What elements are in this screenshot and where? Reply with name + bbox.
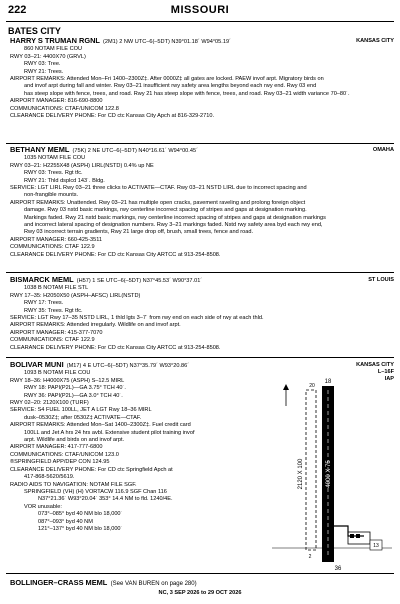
turf-runway [306,390,316,550]
clearance-line: CLEARANCE DELIVERY PHONE: For CD ctc Kansas City Apch at 816-329-2710. [10,113,215,120]
region-label: ST LOUIS [368,277,394,283]
approach-line: ®SPRINGFIELD APP/DEP CON 124.95 [10,459,110,466]
runway-end: RWY 17: Trees. [24,300,64,307]
navaid-line: SPRINGFIELD (VH) (H) VORTACW 116.9 SGF Chan 116 [24,488,167,495]
separator [6,272,394,273]
clearance-line: CLEARANCE DELIVERY PHONE: For CD ctc Kansas City ARTCC at 913-254-8508. [10,344,221,351]
airport-info: (H57) 1 SE UTC–6(–5DT) N37°45.53´ W90°37.01´ [76,278,203,284]
remarks-line: has steep slope with fence, trees, and road. Rwy 21 has steep slope with fence, trees, and road. Rwy 03–21 width variance 70–80´. [24,90,350,97]
service-line: SERVICE: LGT Rwy 17–35 NSTD LIRL, 1 thld lgts 3–7´ from rwy end on each side of rwy at each thld. [10,315,264,322]
comms-line: COMMUNICATIONS: CTAF 122.9 [10,337,95,344]
airport-diagram [272,376,392,572]
page-number: 222 [8,4,27,16]
navaid-line: RADIO AIDS TO NAVIGATION: NOTAM FILE SGF. [10,481,137,488]
city-heading: BATES CITY [8,26,61,36]
north-arrow-head [283,384,289,390]
airport-name: BETHANY MEML [10,146,70,154]
airport-name: BOLIVAR MUNI [10,361,64,369]
runway-end-label: 36 [334,566,342,572]
page-header [0,0,400,22]
separator [6,357,394,358]
chart-ref: L–16F [377,369,394,375]
remarks-line: AIRPORT REMARKS: Attended Mon–Sat 1400–2300Z‡. Fuel credit card [10,422,191,429]
building [356,534,360,538]
separator [6,143,394,144]
runway-end: RWY 18: PAPI(P2L)—GA 3.75° TCH 40´. [24,385,126,392]
building [350,534,354,538]
clearance-line: 417-868-5620/5619. [24,474,75,481]
runway-length-label: 4000 X 75 [326,460,332,488]
region-label: KANSAS CITY [356,38,394,44]
navaid-line: 073°–085° byd 40 NM blo 18,000´ [38,511,123,518]
remarks-line: and invof arpt during fall and winter. Rwy 03–21 insufficient rwy safety area lengths beyond each rwy end. Rwy 03 end [24,83,317,90]
manager-line: AIRPORT MANAGER: 816-690-8800 [10,98,103,105]
svg-text:13: 13 [373,543,379,549]
airport-info: (75K) 2 NE UTC–6(–5DT) N40°16.61´ W94°00.45´ [72,148,198,154]
clearance-line: CLEARANCE DELIVERY PHONE: For CD ctc Springfield Apch at [10,466,173,473]
remarks-line: 100LL and Jet A hrs 24 hrs avbl. Extensive student pilot training invof [24,429,195,436]
airport-harry-s-truman [10,37,392,120]
runway-end: RWY 21: Trees. [24,68,64,75]
iap-label: IAP [384,376,394,382]
airport-bethany [10,146,392,259]
remarks-line: arpt. Wildlife and birds on and invof arpt. [24,437,125,444]
page-footer: NC, 3 SEP 2026 to 29 OCT 2026 [158,590,242,596]
clearance-line: CLEARANCE DELIVERY PHONE: For CD ctc Kansas City ARTCC at 913-254-8508. [10,251,221,258]
airport-name: BOLLINGER–CRASS MEML [10,578,108,587]
runway-end-label: 20 [309,383,315,389]
runway-end: RWY 35: Trees. Rgt tfc. [24,307,83,314]
header-rule [6,21,394,22]
airport-bolivar [10,361,280,533]
airport-line: 1035 NOTAM FILE COU [24,155,86,162]
cross-reference: (See VAN BUREN on page 280) [110,581,197,587]
runway-line: RWY 03–21: H2255X48 (ASPH) LIRL(NSTD) 0.4% up NE [10,162,154,169]
service-line: dusk–0530Z‡; after 0530Z‡ ACTIVATE—CTAF. [24,414,142,421]
service-line: SERVICE: S4 FUEL 100LL, JET A LGT Rwy 18–36 MIRL [10,407,152,414]
airport-line: 860 NOTAM FILE COU [24,46,83,53]
navaid-line: N37°21.36´ W93°20.04´ 353° 14.4 NM to fld. 1240/4E. [38,496,173,503]
navaid-line: 087°–093° byd 40 NM [38,518,93,525]
airport-info: (M17) 4 E UTC–6(–5DT) N37°35.79´ W93°20.86´ [66,363,190,369]
airport-line: 1038 B NOTAM FILE STL [24,285,89,292]
comms-line: COMMUNICATIONS: CTAF/UNICOM 123.0 [10,451,119,458]
state-title: MISSOURI [170,4,230,16]
comms-line: COMMUNICATIONS: CTAF/UNICOM 122.8 [10,105,119,112]
remarks-line: Markings faded. Rwy 21 nstd basic markings, rwy centerline incorrect spacing of stripes and gaps at designation markings [24,214,326,221]
runway-end-label: 18 [324,379,332,385]
remarks-line: damage. Rwy 03 nstd basic markings, rwy centerline incorrect spacing of stripes and gaps at designation marking. [24,207,307,214]
runway-end: RWY 03: Trees. Rgt tfc. [24,170,83,177]
bollinger-entry [10,578,197,587]
region-name: KANSAS CITY [356,362,394,368]
navaid-line: VOR unusable: [24,503,62,510]
runway-end: RWY 03: Tree. [24,61,61,68]
runway-end: RWY 36: PAPI(P2L)—GA 3.0° TCH 40´. [24,392,123,399]
navaid-line: 121°–137° byd 40 NM blo 18,000´ [38,525,123,532]
remarks-line: AIRPORT REMARKS: Attended irregularly. Wildlife on and invof arpt. [10,322,181,329]
remarks-line: and incorrect lateral spacing of designation numbers. Rwy 3–21 markings faded. Nstd rwy safety area byd each rwy end, [24,222,323,229]
separator [6,573,394,574]
service-line: non-frangible mounts. [24,192,79,199]
manager-line: AIRPORT MANAGER: 415-377-7070 [10,329,103,336]
manager-line: AIRPORT MANAGER: 417-777-6800 [10,444,103,451]
comms-line: COMMUNICATIONS: CTAF 122.9 [10,244,95,251]
remarks-line: AIRPORT REMARKS: Attended Mon–Fri 1400–2300Z‡. After 0000Z‡ all gates are locked. PAEW invof arpt. Migratory birds on [10,76,324,83]
runway-line: RWY 02–20: 2120X100 (TURF) [10,400,89,407]
manager-line: AIRPORT MANAGER: 660-425-3511 [10,236,103,243]
airport-info: (2M1) 2 NW UTC–6(–5DT) N39°01.18´ W94°05.19´ [103,39,231,45]
airport-name: HARRY S TRUMAN RGNL [10,37,100,45]
runway-line: RWY 18–36: H4000X75 (ASPH) S–12.5 MIRL [10,377,125,384]
remarks-line: Rwy 03 incorrect terrain gradients, Rwy 21 large drop off, brush, small trees, fence and road. [24,229,254,236]
runway-end: RWY 21: Thld dsplcd 143´. Bldg. [24,177,105,184]
runway-end-label: 2 [308,554,312,560]
runway-line: RWY 03–21: 4400X70 (GRVL) [10,53,86,60]
airport-line: 1093 B NOTAM FILE COU [24,370,91,377]
service-line: SERVICE: LGT LIRL Rwy 03–21 three clicks to ACTIVATE—CTAF. Rwy 03–21 NSTD LIRL due to incorrect spacing and [10,185,307,192]
runway-line: RWY 17–35: H2050X50 (ASPH–AFSC) LIRL(NSTD) [10,292,141,299]
turf-length-label: 2120 X 100 [298,458,304,490]
region-label: OMAHA [372,147,394,153]
airport-name: BISMARCK MEML [10,276,74,284]
airport-bismarck [10,276,392,352]
remarks-line: AIRPORT REMARKS: Unattended. Rwy 03–21 has multiple open cracks, pavement raveling and prolong foreign object [10,199,306,206]
